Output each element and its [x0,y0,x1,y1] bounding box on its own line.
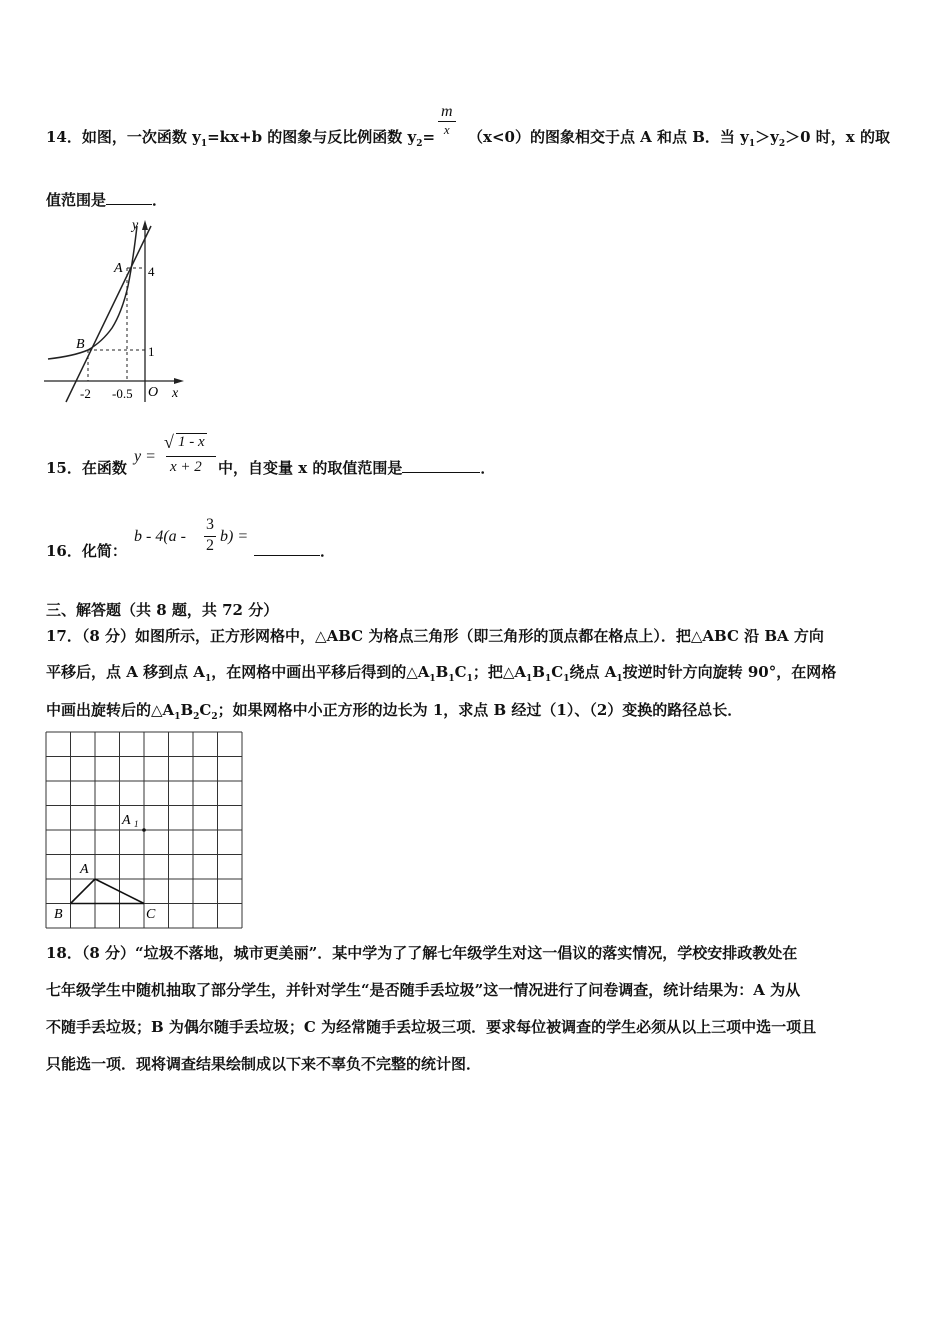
q18-line3: 不随手丢垃圾；B 为偶尔随手丢垃圾；C 为经常随手丢垃圾三项．要求每位被调查的学生必须从以上三项中选一项且 [46,1018,817,1036]
q16-line-end: ． [254,541,335,561]
tick-1-label: 1 [148,344,155,359]
label-c: C [146,907,156,922]
answer-blank[interactable] [254,541,320,556]
q15-number: 15． [46,459,82,477]
point-a1 [142,828,146,832]
label-a1: A [122,813,131,828]
origin-label: O [148,385,159,400]
tick-4-label: 4 [148,264,155,279]
triangle-abc [71,879,145,904]
answer-blank[interactable] [402,458,480,473]
tick-m05-label: -0.5 [112,386,133,401]
q14-line1: 14．如图，一次函数 $y_1=kx+b$ 的图象与反比例函数 $y_2=$ [46,128,436,149]
q14-number: 14． [46,128,82,146]
y-axis-arrow [142,220,148,230]
label-a: A [80,862,89,877]
q18-line4: 只能选一项．现将调查结果绘制成以下来不辜负不完整的统计图． [46,1055,482,1073]
y-axis-label: y [132,218,139,233]
q17-square-grid [44,730,246,930]
q14-function-graph [44,216,186,404]
edge-ba [71,879,96,904]
point-a-label: A [114,261,123,276]
x-axis-arrow [174,378,184,384]
inverse-function-curve [48,226,137,359]
q18-line1: 18．（8 分）“垃圾不落地，城市更美丽”．某中学为了了解七年级学生对这一倡议的落实情况，学校安排政教处在 [46,944,798,962]
q18-line2: 七年级学生中随机抽取了部分学生，并针对学生“是否随手丢垃圾”这一情况进行了问卷调查，统计结果为：A 为从 [46,981,801,999]
q16-line-start: 16．化简： [46,542,127,560]
q17-line1: 17．（8 分）如图所示，正方形网格中，△ABC 为格点三角形（即三角形的顶点都在格点上）．把△ABC 沿 BA 方向 [46,627,824,645]
q16-number: 16． [46,542,82,560]
q14-line2: 值范围是 ． [46,191,168,209]
q15-line-start: 15．在函数 [46,459,127,477]
sqrt-sign: √ [164,432,174,452]
q17-line2: 平移后，点 A 移到点 $A_1$，在网格中画出平移后得到的$\triangle A_1B_1C_1$；把$\triangle A_1B_1C_1$绕点 $A_1$按逆时针方向旋转 90°，在网格 [46,663,837,684]
q14-line1-end: （x<0）的图象相交于点 A 和点 B．当 $y_1>y_2>0$ 时，x 的取 [468,128,890,149]
answer-blank[interactable] [106,190,152,205]
q14-fraction: $\frac{m}{x}$ [438,103,456,138]
linear-function-line [66,226,151,402]
tick-m2-label: -2 [80,386,91,401]
section-title: 三、解答题（共 8 题，共 72 分） [46,601,279,619]
q17-line3: 中画出旋转后的$\triangle A_1B_2C_2$；如果网格中小正方形的边长为 1，求点 B 经过（1）、（2）变换的路径总长． [46,701,743,722]
label-a1-sub: 1 [134,819,139,829]
q15-line-end: 中，自变量 x 的取值范围是 ． [218,459,496,477]
label-b: B [54,907,63,922]
point-b-label: B [76,337,85,352]
x-axis-label: x [172,386,179,401]
